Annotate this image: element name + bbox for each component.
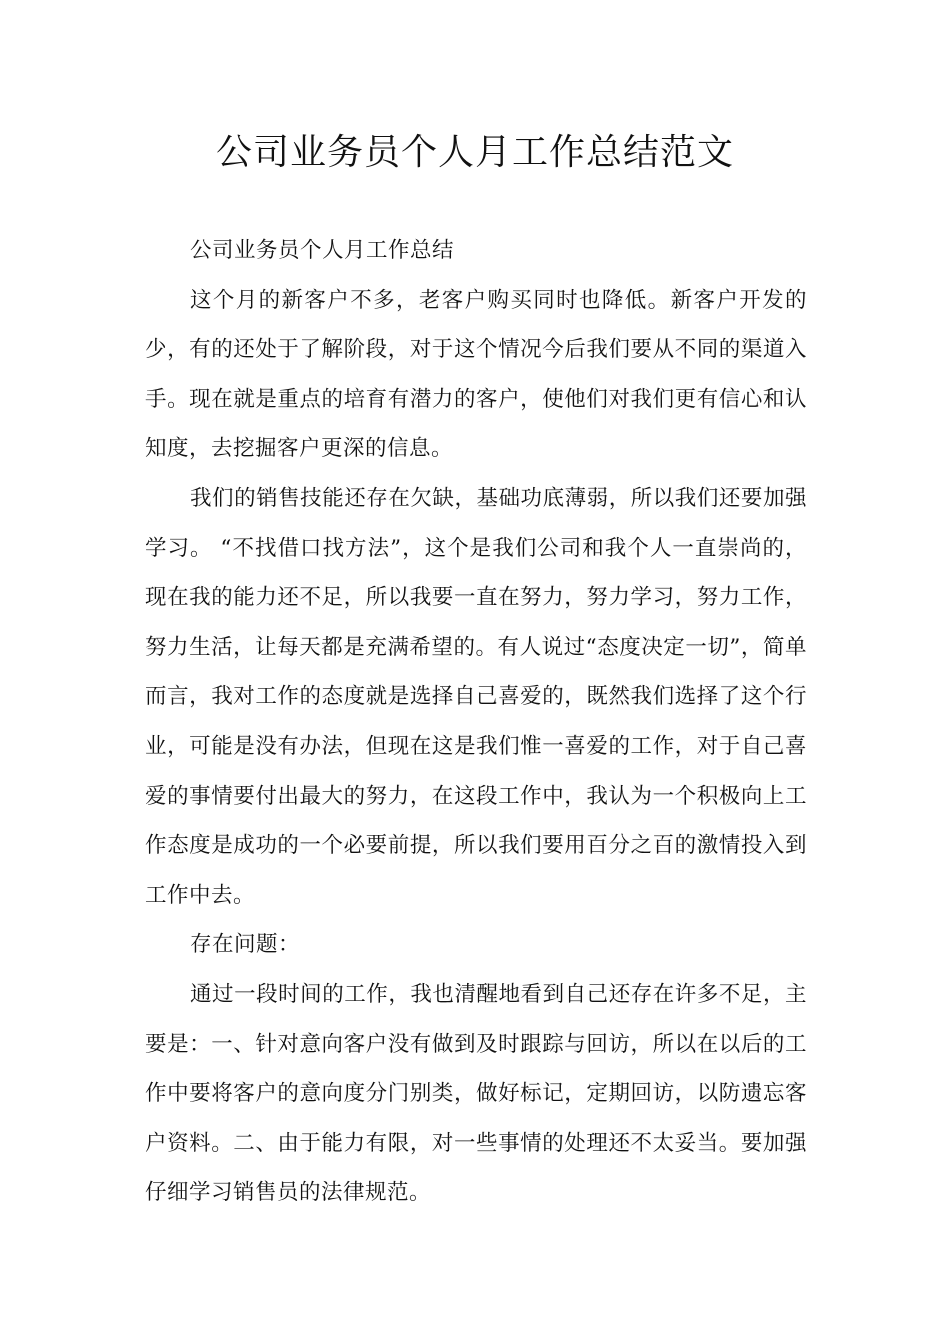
paragraph-subtitle: 公司业务员个人月工作总结	[190, 238, 455, 263]
paragraph-problems-heading: 存在问题：	[190, 932, 301, 958]
paragraph-problems: 通过一段时间的工作，我也清醒地看到自己还存在许多不足，主要是：一、针对意向客户没有做到及时跟踪与回访，所以在以后的工作中要将客户的意向度分门别类，做好标记，定期回访，以防遗忘客户资料。二、由于能力有限，对一些事情的处理还不太妥当。要加强仔细学习销售员的法律规范。	[145, 981, 807, 1206]
paragraph-sales-skills: 我们的销售技能还存在欠缺，基础功底薄弱，所以我们还要加强学习。 “不找借口找方法”，这个是我们公司和我个人一直崇尚的，现在我的能力还不足，所以我要一直在努力，努力学习，努力工作，努力生活，让每天都是充满希望的。有人说过“态度决定一切”，简单而言，我对工作的态度就是选择自己喜爱的，既然我们选择了这个行业，可能是没有办法，但现在这是我们惟一喜爱的工作，对于自己喜爱的事情要付出最大的努力，在这段工作中，我认为一个积极向上工作态度是成功的一个必要前提，所以我们要用百分之百的激情投入到工作中去。	[145, 485, 807, 908]
document-body	[145, 226, 807, 1218]
paragraph-new-customers: 这个月的新客户不多，老客户购买同时也降低。新客户开发的少，有的还处于了解阶段，对于这个情况今后我们要从不同的渠道入手。现在就是重点的培育有潜力的客户，使他们对我们更有信心和认知度，去挖掘客户更深的信息。	[145, 287, 807, 462]
document-title: 公司业务员个人月工作总结范文	[215, 132, 734, 173]
